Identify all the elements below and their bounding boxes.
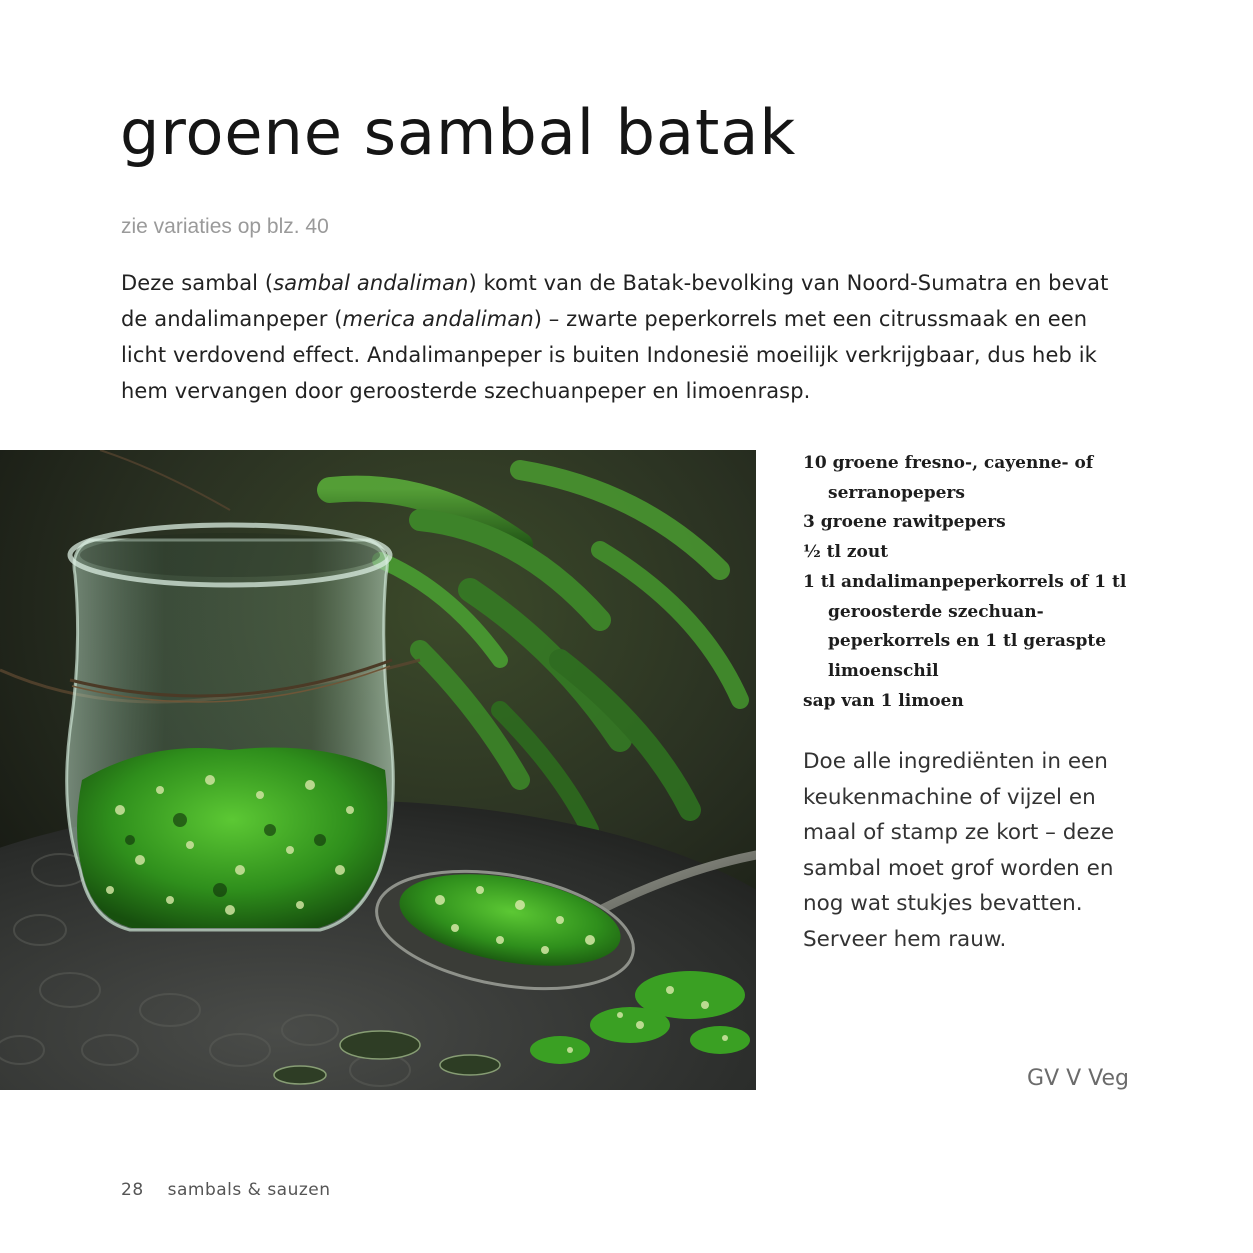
ingredient-item: 3 groene rawitpepers (803, 512, 1006, 533)
intro-segment: ) komt van de Batak-bevolking van Noord-Sumatra en bevat de andalimanpeper ( (121, 271, 1109, 331)
page-footer (121, 1180, 331, 1200)
ingredient-item: 10 groene fresno-, cayenne- of serranopepers (803, 453, 1094, 503)
page-number: 28 (121, 1180, 144, 1200)
recipe-title: groene sambal batak (120, 96, 797, 169)
ingredient-item: sap van 1 limoen (803, 690, 964, 711)
intro-paragraph (121, 265, 1131, 409)
method-paragraph: Doe alle ingrediënten in een keukenmachine of vijzel en maal of stamp ze kort – deze sambal moet grof worden en nog wat stukjes bevatten. Serveer hem rauw. (803, 749, 1115, 952)
ingredient-item: ½ tl zout (803, 542, 889, 563)
intro-segment: ) – zwarte peperkorrels met een citrussmaak en een licht verdovend effect. Andalimanpeper is buiten Indonesië moeilijk verkrijgbaar, dus heb ik hem vervangen door geroosterde szechuanpeper en limoenrasp. (121, 307, 1097, 403)
intro-segment: Deze sambal ( (121, 271, 274, 295)
variations-note: zie variaties op blz. 40 (121, 215, 329, 238)
diet-labels: GV V Veg (1027, 1066, 1129, 1091)
intro-segment-italic: sambal andaliman (273, 271, 469, 295)
ingredient-list (803, 449, 1133, 716)
section-name: sambals & sauzen (167, 1180, 331, 1200)
intro-segment-italic: merica andaliman (342, 307, 534, 331)
ingredient-item: 1 tl andalimanpeperkorrels of 1 tl geroosterde szechuanpeperkorrels en 1 tl geraspte limoenschil (803, 571, 1127, 681)
recipe-photo (0, 450, 756, 1090)
